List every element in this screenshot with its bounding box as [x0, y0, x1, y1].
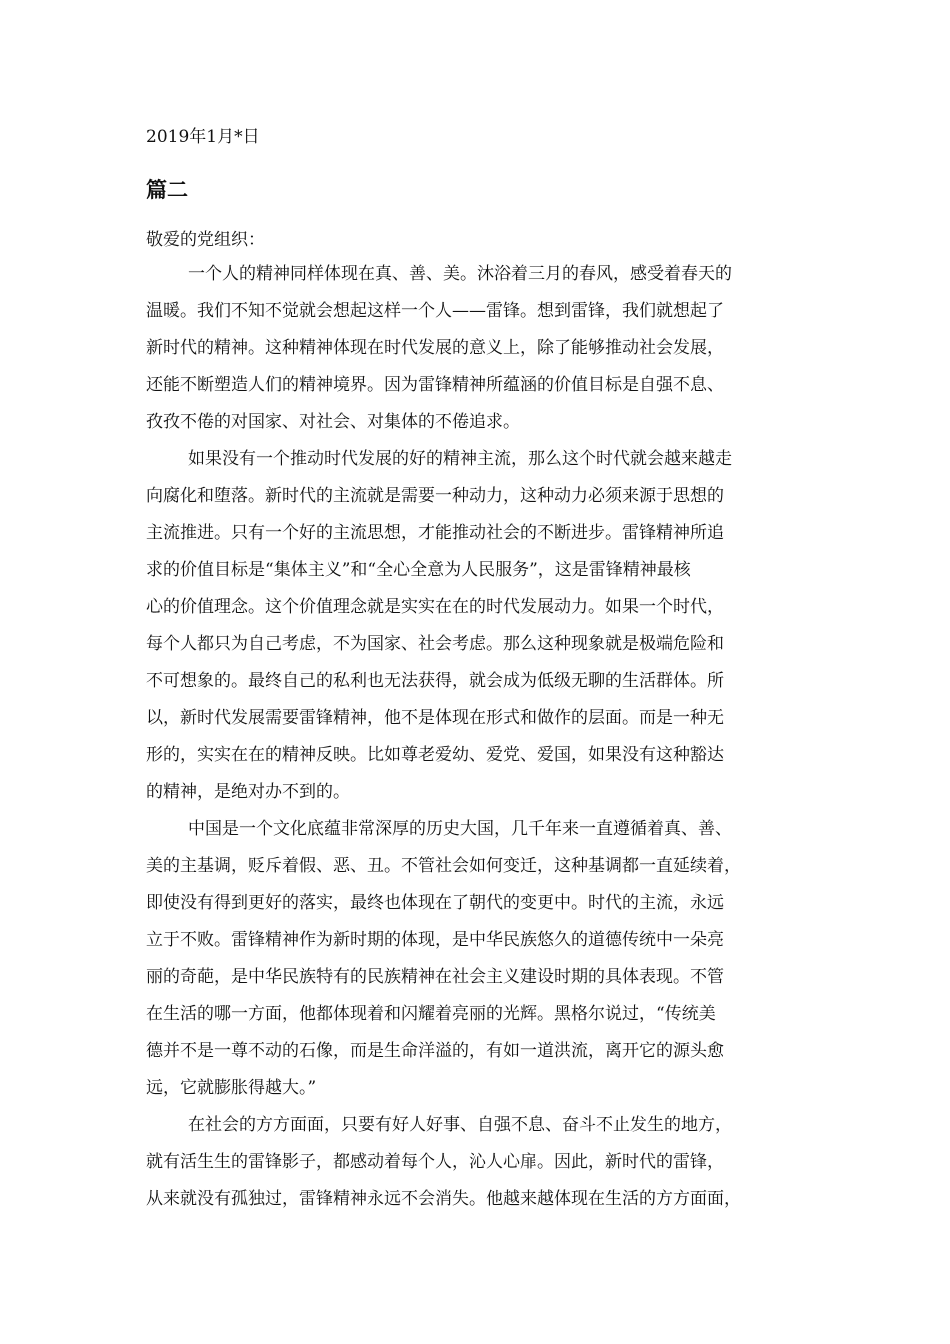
paragraph-line: 温暖。我们不知不觉就会想起这样一个人——雷锋。想到雷锋，我们就想起了: [146, 301, 724, 321]
paragraph-line: 一个人的精神同样体现在真、善、美。沐浴着三月的春风，感受着春天的: [188, 264, 732, 284]
paragraph-line: 从来就没有孤独过，雷锋精神永远不会消失。他越来越体现在生活的方方面面，: [146, 1189, 741, 1209]
section-heading: 篇二: [146, 177, 188, 202]
paragraph-line: 德并不是一尊不动的石像，而是生命洋溢的，有如一道洪流，离开它的源头愈: [146, 1041, 724, 1061]
paragraph-line: 还能不断塑造人们的精神境界。因为雷锋精神所蕴涵的价值目标是自强不息、: [146, 375, 724, 395]
document-date: 2019年1月*日: [146, 127, 260, 147]
paragraph-line: 即使没有得到更好的落实，最终也体现在了朝代的变更中。时代的主流，永远: [146, 893, 724, 913]
paragraph-line: 在生活的哪一方面，他都体现着和闪耀着亮丽的光辉。黑格尔说过，“传统美: [146, 1004, 716, 1024]
paragraph-line: 不可想象的。最终自己的私利也无法获得，就会成为低级无聊的生活群体。所: [146, 671, 724, 691]
paragraph-line: 立于不败。雷锋精神作为新时期的体现，是中华民族悠久的道德传统中一朵亮: [146, 930, 724, 950]
paragraph-line: 就有活生生的雷锋影子，都感动着每个人，沁人心扉。因此，新时代的雷锋，: [146, 1152, 724, 1172]
paragraph-line: 中国是一个文化底蕴非常深厚的历史大国，几千年来一直遵循着真、善、: [188, 819, 732, 839]
paragraph-line: 向腐化和堕落。新时代的主流就是需要一种动力，这种动力必须来源于思想的: [146, 486, 724, 506]
paragraph-line: 求的价值目标是“集体主义”和“全心全意为人民服务”，这是雷锋精神最核: [146, 560, 691, 580]
salutation: 敬爱的党组织：: [146, 230, 265, 250]
paragraph-line: 形的，实实在在的精神反映。比如尊老爱幼、爱党、爱国，如果没有这种豁达: [146, 745, 724, 765]
paragraph-line: 丽的奇葩，是中华民族特有的民族精神在社会主义建设时期的具体表现。不管: [146, 967, 724, 987]
paragraph-line: 主流推进。只有一个好的主流思想，才能推动社会的不断进步。雷锋精神所追: [146, 523, 724, 543]
paragraph-line: 美的主基调，贬斥着假、恶、丑。不管社会如何变迁，这种基调都一直延续着，: [146, 856, 741, 876]
paragraph-line: 远，它就膨胀得越大。”: [146, 1078, 317, 1098]
paragraph-line: 每个人都只为自己考虑，不为国家、社会考虑。那么这种现象就是极端危险和: [146, 634, 724, 654]
paragraph-line: 如果没有一个推动时代发展的好的精神主流，那么这个时代就会越来越走: [188, 449, 732, 469]
paragraph-line: 新时代的精神。这种精神体现在时代发展的意义上，除了能够推动社会发展，: [146, 338, 724, 358]
paragraph-line: 以，新时代发展需要雷锋精神，他不是体现在形式和做作的层面。而是一种无: [146, 708, 724, 728]
paragraph-line: 孜孜不倦的对国家、对社会、对集体的不倦追求。: [146, 412, 520, 432]
paragraph-line: 心的价值理念。这个价值理念就是实实在在的时代发展动力。如果一个时代，: [146, 597, 724, 617]
paragraph-line: 在社会的方方面面，只要有好人好事、自强不息、奋斗不止发生的地方，: [188, 1115, 732, 1135]
paragraph-line: 的精神，是绝对办不到的。: [146, 782, 350, 802]
